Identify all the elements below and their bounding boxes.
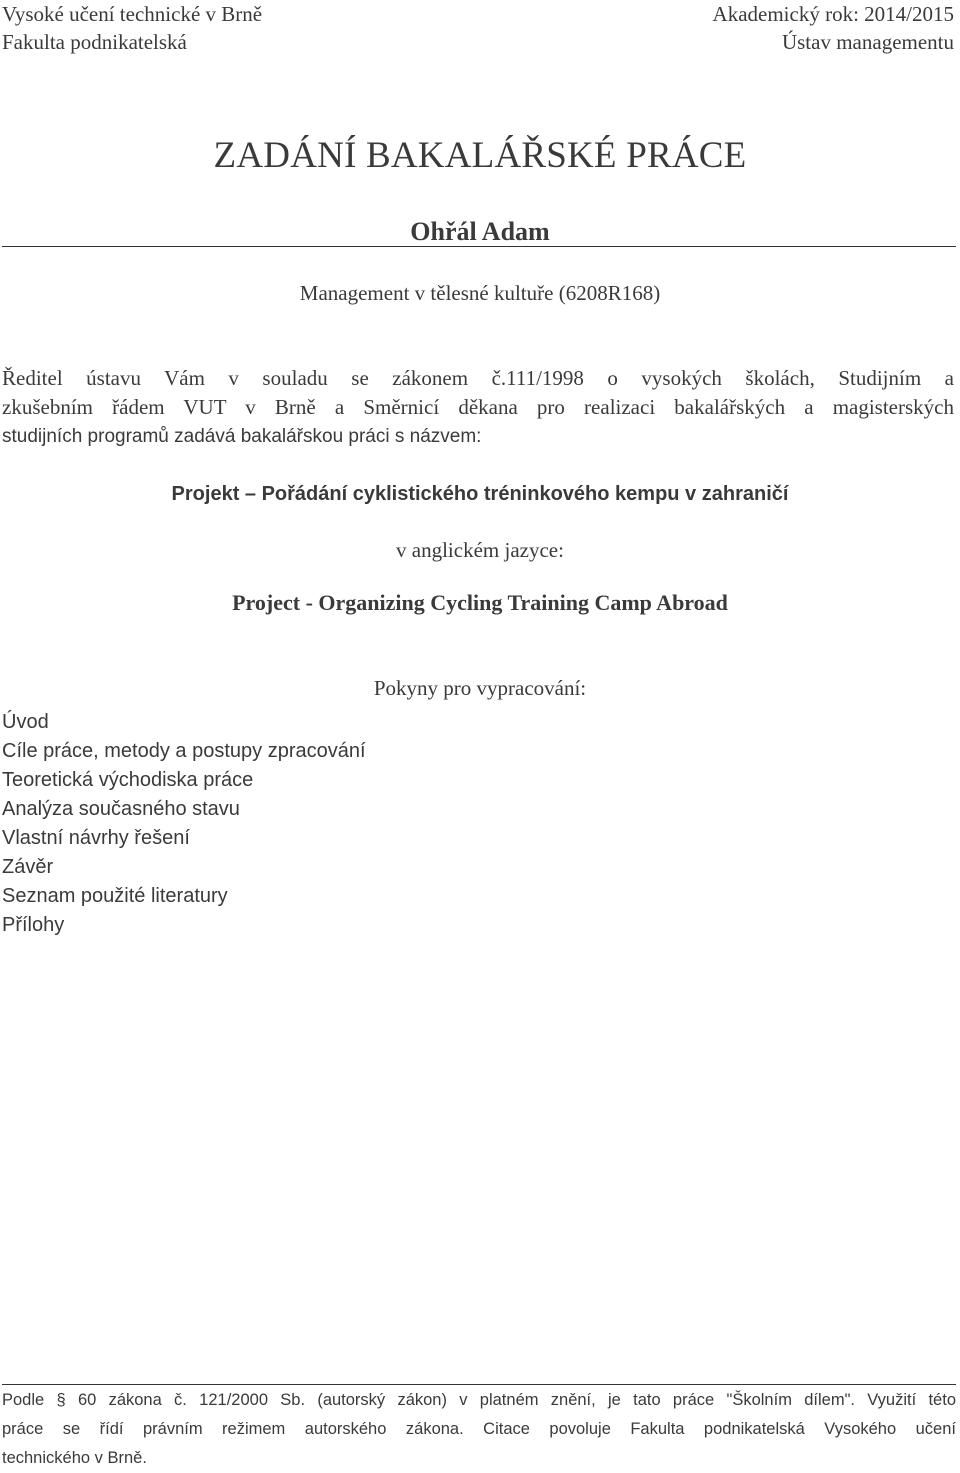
list-item: Přílohy [2, 914, 65, 936]
footer-divider [2, 1384, 956, 1385]
study-program: Management v tělesné kultuře (6208R168) [299, 281, 661, 305]
thesis-title-en: Project - Organizing Cycling Training Camp Abroad [232, 590, 728, 615]
document-title: ZADÁNÍ BAKALÁŘSKÉ PRÁCE [213, 135, 747, 176]
footer-line: práce se řídí právním režimem autorského zákona. Citace povoluje Fakulta podnikatelská Vysokého učení [2, 1420, 956, 1438]
academic-year: Akademický rok: 2014/2015 [712, 2, 954, 26]
copyright-footer [2, 1386, 956, 1473]
english-label: v anglickém jazyce: [396, 538, 564, 562]
list-item: Teoretická východiska práce [2, 769, 254, 791]
intro-paragraph [2, 364, 954, 451]
faculty-name: Fakulta podnikatelská [2, 30, 187, 54]
divider-line [2, 246, 956, 247]
list-item: Vlastní návrhy řešení [2, 827, 190, 849]
thesis-title-cz: Projekt – Pořádání cyklistického tréninkového kempu v zahraničí [171, 483, 789, 505]
institute-name: Ústav managementu [781, 30, 954, 54]
footer-line: technického v Brně. [2, 1449, 147, 1467]
instructions-list [2, 708, 366, 940]
list-item: Analýza současného stavu [2, 798, 240, 820]
student-name: Ohřál Adam [410, 217, 550, 246]
intro-line: zkušebním řádem VUT v Brně a Směrnicí děkana pro realizaci bakalářských a magisterských [2, 395, 954, 419]
list-item: Úvod [2, 711, 49, 733]
list-item: Závěr [2, 856, 54, 878]
intro-line: studijních programů zadává bakalářskou práci s názvem: [2, 426, 482, 447]
list-item: Seznam použité literatury [2, 885, 228, 907]
footer-line: Podle § 60 zákona č. 121/2000 Sb. (autorský zákon) v platném znění, je tato práce "Školním dílem". Využití této [2, 1391, 956, 1409]
intro-line: Ředitel ústavu Vám v souladu se zákonem č.111/1998 o vysokých školách, Studijním a [2, 366, 954, 390]
university-name: Vysoké učení technické v Brně [2, 2, 263, 26]
list-item: Cíle práce, metody a postupy zpracování [2, 740, 366, 762]
instructions-heading: Pokyny pro vypracování: [373, 676, 587, 700]
